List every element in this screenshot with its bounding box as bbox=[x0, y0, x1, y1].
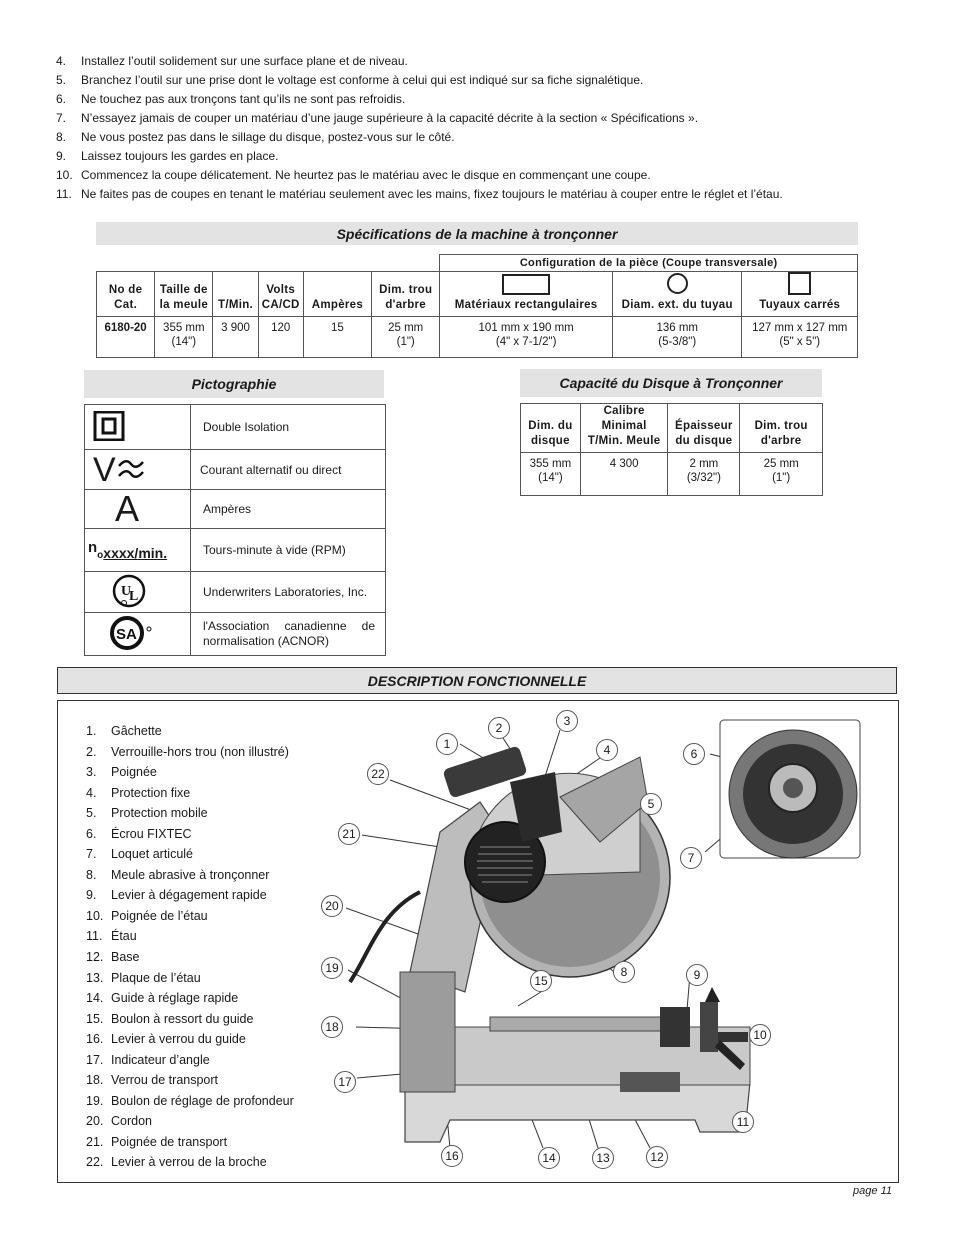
picto-table bbox=[84, 404, 386, 656]
list-item: 15. Boulon à ressort du guide bbox=[86, 1011, 254, 1026]
list-item: 12. Base bbox=[86, 950, 140, 965]
list-item: 19. Boulon de réglage de profondeur bbox=[86, 1093, 294, 1108]
callout-number: 15 bbox=[530, 970, 552, 992]
callout-number: 10 bbox=[749, 1024, 771, 1046]
double-insulation-icon bbox=[85, 405, 191, 450]
instruction-item: 8. Ne vous postez pas dans le sillage du disque, postez-vous sur le côté. bbox=[56, 130, 455, 144]
spec-cell-pipe: 136 mm (5-3/8") bbox=[612, 317, 742, 358]
volts-ac-dc-icon: V bbox=[85, 450, 191, 490]
ul-listed-icon bbox=[85, 572, 191, 613]
callout-number: 17 bbox=[334, 1071, 356, 1093]
list-item: 8. Meule abrasive à tronçonner bbox=[86, 867, 270, 882]
spec-table bbox=[96, 254, 858, 358]
callout-number: 7 bbox=[680, 847, 702, 869]
spec-col-rpm: T/Min. bbox=[213, 272, 258, 317]
callout-number: 20 bbox=[321, 895, 343, 917]
table-row: 355 mm (14") 4 300 2 mm (3/32") 25 mm (1") bbox=[521, 453, 823, 496]
amperes-icon: A bbox=[85, 490, 191, 529]
capacity-col-thickness: Épaisseur du disque bbox=[668, 404, 740, 453]
table-row: noxxxx/min. Tours-minute à vide (RPM) bbox=[85, 529, 386, 572]
list-item: 3. Poignée bbox=[86, 765, 157, 780]
rectangle-shape-icon bbox=[502, 274, 550, 295]
parts-list bbox=[86, 721, 294, 1173]
instruction-item: 5. Branchez l’outil sur une prise dont le voltage est conforme à celui qui est indiqué sur sa fiche signalétique. bbox=[56, 73, 644, 87]
spec-col-square: Tuyaux carrés bbox=[742, 272, 858, 317]
instruction-item: 4. Installez l’outil solidement sur une surface plane et de niveau. bbox=[56, 54, 408, 68]
list-item: 2. Verrouille-hors trou (non illustré) bbox=[86, 744, 289, 759]
list-item: 7. Loquet articulé bbox=[86, 847, 194, 862]
svg-text:U: U bbox=[121, 583, 132, 599]
svg-text:SA: SA bbox=[116, 625, 137, 643]
callout-number: 1 bbox=[436, 733, 458, 755]
capacity-col-rpm: Calibre Minimal T/Min. Meule bbox=[580, 404, 668, 453]
instruction-item: 9. Laissez toujours les gardes en place. bbox=[56, 149, 279, 163]
spec-col-arbor: Dim. trou d'arbre bbox=[372, 272, 440, 317]
spec-group-header: Configuration de la pièce (Coupe transversale) bbox=[440, 255, 858, 272]
list-item: 4. Protection fixe bbox=[86, 785, 191, 800]
list-item: 14. Guide à réglage rapide bbox=[86, 991, 239, 1006]
list-item: 1. Gâchette bbox=[86, 724, 162, 738]
callout-number: 6 bbox=[683, 743, 705, 765]
list-item: 21. Poignée de transport bbox=[86, 1134, 228, 1149]
callout-number: 16 bbox=[441, 1145, 463, 1167]
callout-number: 21 bbox=[338, 823, 360, 845]
callout-number: 4 bbox=[596, 739, 618, 761]
list-item: 17. Indicateur d’angle bbox=[86, 1052, 210, 1067]
callout-number: 19 bbox=[321, 957, 343, 979]
description-section-title: DESCRIPTION FONCTIONNELLE bbox=[57, 667, 897, 694]
spec-cell-rect: 101 mm x 190 mm (4" x 7-1/2") bbox=[440, 317, 613, 358]
list-item: 5. Protection mobile bbox=[86, 806, 208, 821]
callout-number: 22 bbox=[367, 763, 389, 785]
spec-section-title: Spécifications de la machine à tronçonner bbox=[96, 222, 858, 245]
spec-cell-volts: 120 bbox=[258, 317, 303, 358]
callout-number: 12 bbox=[646, 1146, 668, 1168]
list-item: 10. Poignée de l’étau bbox=[86, 908, 208, 923]
instruction-list bbox=[56, 52, 916, 204]
spec-cell-rpm: 3 900 bbox=[213, 317, 258, 358]
callout-number: 5 bbox=[640, 793, 662, 815]
table-row bbox=[97, 317, 858, 358]
callout-number: 8 bbox=[613, 961, 635, 983]
spec-cell-arbor: 25 mm (1") bbox=[372, 317, 440, 358]
callout-number: 2 bbox=[488, 717, 510, 739]
table-row: A Ampères bbox=[85, 490, 386, 529]
spec-col-rect: Matériaux rectangulaires bbox=[440, 272, 613, 317]
picto-section-title: Pictographie bbox=[84, 370, 384, 398]
no-load-rpm-icon: noxxxx/min. bbox=[85, 529, 191, 572]
instruction-item: 7. N’essayez jamais de couper un matériau d’une jauge supérieure à la capacité décrite à la section « Spécifications ». bbox=[56, 111, 699, 125]
list-item: 9. Levier à dégagement rapide bbox=[86, 888, 267, 903]
callout-number: 14 bbox=[538, 1147, 560, 1169]
list-item: 22. Levier à verrou de la broche bbox=[86, 1155, 267, 1170]
list-item: 20. Cordon bbox=[86, 1114, 152, 1129]
list-item: 16. Levier à verrou du guide bbox=[86, 1032, 246, 1047]
table-row: V Courant alternatif ou direct bbox=[85, 450, 386, 490]
spec-col-volts: Volts CA/CD bbox=[258, 272, 303, 317]
spec-cell-amps: 15 bbox=[303, 317, 371, 358]
spec-cell-cat: 6180-20 bbox=[97, 317, 155, 358]
callout-number: 3 bbox=[556, 710, 578, 732]
instruction-item: 11. Ne faites pas de coupes en tenant le matériau seulement avec les mains, fixez toujours le matériau à couper entre le réglet et l’étau. bbox=[56, 187, 783, 201]
spec-cell-square: 127 mm x 127 mm (5" x 5") bbox=[742, 317, 858, 358]
table-row: U L Underwriters Laboratories, Inc. bbox=[85, 572, 386, 613]
instruction-item: 6. Ne touchez pas aux tronçons tant qu’ils ne sont pas refroidis. bbox=[56, 92, 406, 106]
list-item: 11. Étau bbox=[86, 929, 137, 944]
table-row: Double Isolation bbox=[85, 405, 386, 450]
page-number: page 11 bbox=[853, 1185, 892, 1197]
instruction-item: 10. Commencez la coupe délicatement. Ne heurtez pas le matériau avec le disque en commençant une coupe. bbox=[56, 168, 651, 182]
callout-number: 9 bbox=[686, 964, 708, 986]
list-item: 6. Écrou FIXTEC bbox=[86, 826, 192, 841]
capacity-section-title: Capacité du Disque à Tronçonner bbox=[520, 369, 822, 397]
circle-shape-icon bbox=[667, 273, 688, 294]
capacity-table bbox=[520, 403, 823, 496]
capacity-col-arbor: Dim. trou d'arbre bbox=[740, 404, 823, 453]
svg-text:L: L bbox=[129, 588, 139, 604]
callout-number: 13 bbox=[592, 1147, 614, 1169]
capacity-col-disc: Dim. du disque bbox=[521, 404, 581, 453]
spec-col-amps: Ampères bbox=[303, 272, 371, 317]
square-shape-icon bbox=[788, 272, 811, 295]
table-row: SA l'Association canadienne de normalisation (ACNOR) bbox=[85, 613, 386, 656]
spec-cell-size: 355 mm (14") bbox=[155, 317, 213, 358]
list-item: 18. Verrou de transport bbox=[86, 1073, 219, 1088]
callout-number: 11 bbox=[732, 1111, 754, 1133]
spec-col-size: Taille de la meule bbox=[155, 272, 213, 317]
callout-number: 18 bbox=[321, 1016, 343, 1038]
spec-col-cat: No de Cat. bbox=[97, 272, 155, 317]
spec-col-pipe: Diam. ext. du tuyau bbox=[612, 272, 742, 317]
list-item: 13. Plaque de l’étau bbox=[86, 970, 201, 985]
chop-saw-illustration bbox=[300, 702, 896, 1180]
csa-certified-icon bbox=[85, 613, 191, 656]
